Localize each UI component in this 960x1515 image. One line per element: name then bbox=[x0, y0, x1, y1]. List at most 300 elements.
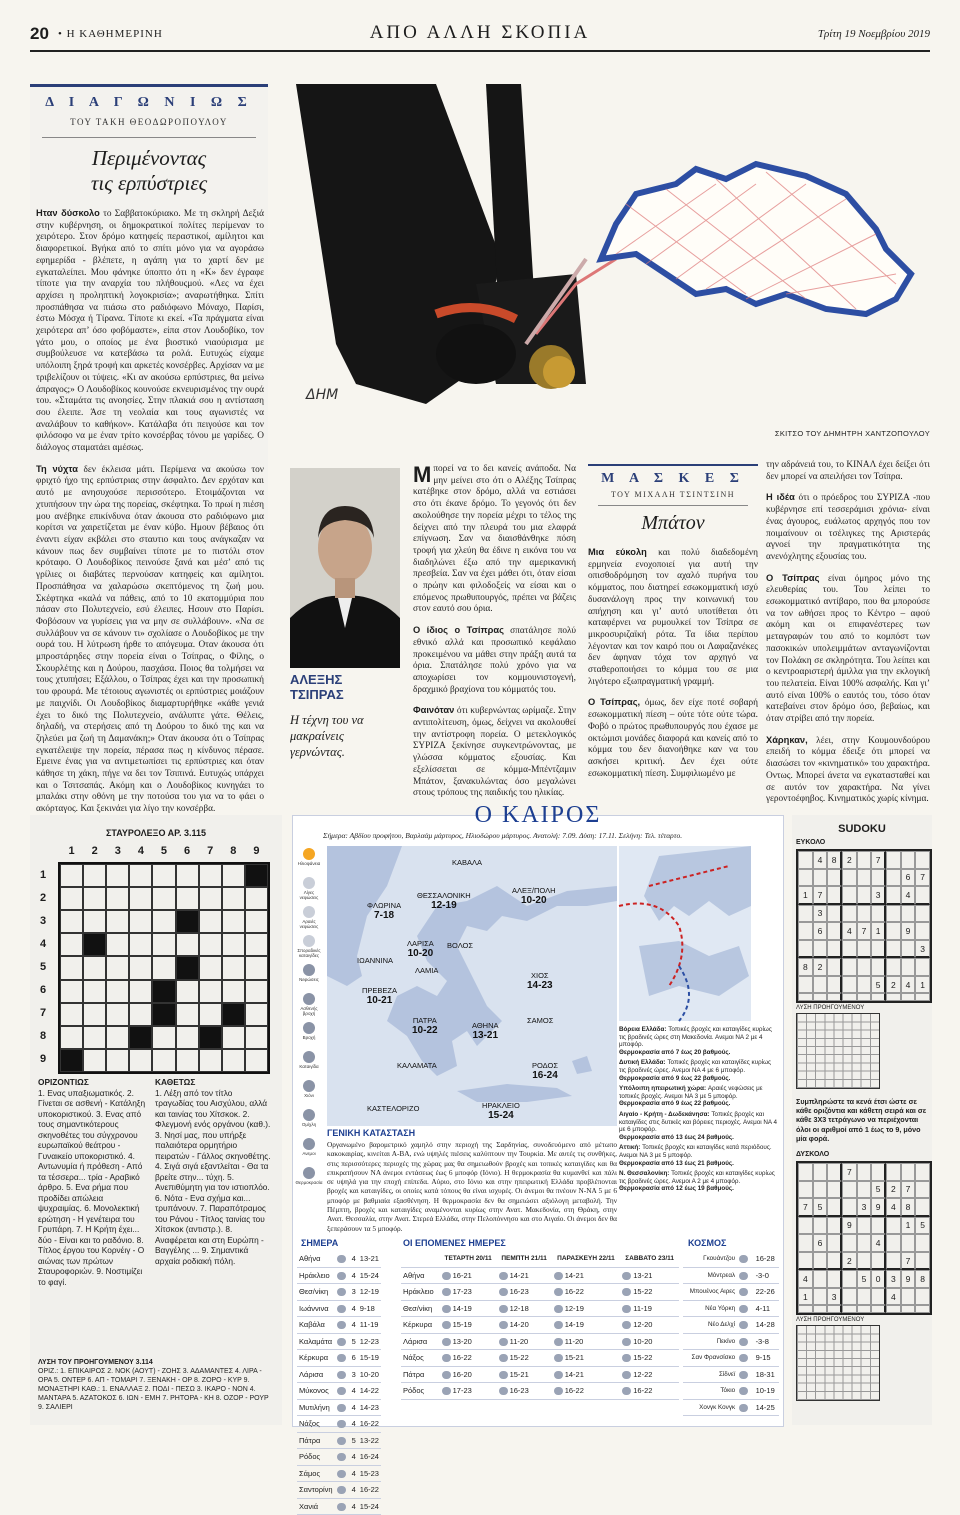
sudoku-cell[interactable] bbox=[827, 976, 842, 994]
crossword-cell[interactable] bbox=[222, 1049, 245, 1072]
sudoku-prev-grid-2 bbox=[796, 1325, 880, 1401]
sudoku-cell[interactable] bbox=[798, 869, 813, 887]
sudoku-cell[interactable] bbox=[798, 1305, 813, 1313]
crossword-cell[interactable] bbox=[222, 933, 245, 956]
temp-range: 16-22 bbox=[452, 1353, 472, 1363]
sudoku-cell[interactable] bbox=[798, 1163, 813, 1181]
sudoku-cell[interactable] bbox=[827, 1305, 842, 1313]
crossword-cell[interactable] bbox=[83, 980, 106, 1003]
sudoku-cell[interactable]: 3 bbox=[886, 1270, 901, 1288]
general-title: ΓΕΝΙΚΗ ΚΑΤΑΣΤΑΣΗ bbox=[327, 1128, 416, 1138]
sudoku-cell[interactable] bbox=[901, 1305, 916, 1313]
sudoku-cell[interactable]: 3 bbox=[857, 1198, 872, 1217]
crossword-cell[interactable] bbox=[129, 910, 152, 933]
crossword-cell[interactable] bbox=[152, 980, 175, 1003]
crossword-cell[interactable] bbox=[245, 956, 268, 979]
sudoku-cell[interactable] bbox=[871, 993, 886, 1001]
sudoku-cell[interactable] bbox=[827, 1198, 842, 1217]
sudoku-cell[interactable] bbox=[871, 940, 886, 959]
crossword-cell[interactable] bbox=[106, 1026, 129, 1049]
crossword-cell[interactable] bbox=[106, 887, 129, 910]
sudoku-cell[interactable]: 7 bbox=[901, 1181, 916, 1199]
sudoku-cell[interactable] bbox=[901, 958, 916, 976]
sudoku-cell[interactable] bbox=[886, 1217, 901, 1235]
sudoku-cell[interactable] bbox=[798, 851, 813, 869]
today-icon bbox=[335, 1350, 350, 1367]
sudoku-cell[interactable] bbox=[798, 993, 813, 1001]
crossword-cell[interactable] bbox=[222, 864, 245, 887]
sudoku-cell[interactable] bbox=[915, 922, 930, 940]
crossword-cell[interactable] bbox=[222, 887, 245, 910]
sudoku-cell[interactable] bbox=[813, 1252, 828, 1271]
crossword-cell[interactable] bbox=[129, 980, 152, 1003]
legend-item bbox=[295, 1167, 323, 1194]
sudoku-cell[interactable] bbox=[915, 1252, 930, 1271]
sudoku-cell[interactable] bbox=[798, 1181, 813, 1199]
crossword-cell[interactable] bbox=[106, 1003, 129, 1026]
sudoku-cell[interactable]: 5 bbox=[871, 1181, 886, 1199]
legend-item bbox=[295, 1138, 323, 1165]
crossword-cell[interactable] bbox=[106, 910, 129, 933]
crossword-cell[interactable] bbox=[83, 1049, 106, 1072]
crossword-cell[interactable] bbox=[199, 910, 222, 933]
sudoku-cell[interactable]: 4 bbox=[842, 922, 857, 940]
sudoku-cell[interactable]: 1 bbox=[915, 976, 930, 994]
weather-icon bbox=[739, 1272, 748, 1280]
sudoku-cell[interactable] bbox=[901, 1288, 916, 1306]
crossword-cell[interactable] bbox=[129, 933, 152, 956]
crossword-cell[interactable] bbox=[129, 887, 152, 910]
world-icon bbox=[737, 1300, 753, 1317]
crossword-cell[interactable] bbox=[245, 1049, 268, 1072]
sudoku-cell[interactable] bbox=[798, 905, 813, 923]
sudoku-cell[interactable]: 8 bbox=[901, 1198, 916, 1217]
crossword-cell[interactable] bbox=[222, 910, 245, 933]
crossword-cell[interactable] bbox=[245, 864, 268, 887]
sudoku-cell[interactable]: 2 bbox=[842, 1252, 857, 1271]
sudoku-cell[interactable]: 3 bbox=[827, 1288, 842, 1306]
world-icon bbox=[737, 1251, 753, 1267]
crossword-cell[interactable] bbox=[83, 1026, 106, 1049]
sudoku-cell[interactable] bbox=[827, 886, 842, 905]
world-icon bbox=[737, 1317, 753, 1334]
sudoku-cell[interactable] bbox=[842, 1198, 857, 1217]
sudoku-cell[interactable] bbox=[842, 976, 857, 994]
crossword-cell[interactable] bbox=[129, 1049, 152, 1072]
crossword-cell[interactable] bbox=[152, 956, 175, 979]
sudoku-cell[interactable] bbox=[813, 869, 828, 887]
crossword-cell[interactable] bbox=[176, 1049, 199, 1072]
crossword-cell[interactable] bbox=[199, 1026, 222, 1049]
crossword-cell[interactable] bbox=[176, 980, 199, 1003]
crossword-cell[interactable] bbox=[60, 933, 83, 956]
sudoku-cell[interactable]: 7 bbox=[813, 886, 828, 905]
sudoku-cell[interactable] bbox=[827, 993, 842, 1001]
city-name: Καβάλα bbox=[297, 1317, 335, 1334]
crossword-cell[interactable] bbox=[83, 887, 106, 910]
crossword-cell[interactable] bbox=[83, 864, 106, 887]
crossword-cell[interactable] bbox=[245, 933, 268, 956]
map-city-name: ΘΕΣΣΑΛΟΝΙΚΗ bbox=[417, 891, 471, 900]
crossword-cell[interactable] bbox=[176, 887, 199, 910]
sudoku-cell[interactable]: 7 bbox=[915, 869, 930, 887]
sudoku-cell[interactable] bbox=[813, 1163, 828, 1181]
issue-date: Τρίτη 19 Νοεμβρίου 2019 bbox=[817, 28, 930, 40]
crossword-cell[interactable] bbox=[176, 864, 199, 887]
sudoku-cell[interactable]: 2 bbox=[842, 851, 857, 869]
legend-label: Θερμοκρασία bbox=[295, 1180, 323, 1185]
temp-range: 12-23 bbox=[358, 1333, 381, 1350]
crossword-cell[interactable] bbox=[83, 956, 106, 979]
crossword-cell[interactable] bbox=[60, 980, 83, 1003]
sudoku-cell[interactable] bbox=[915, 1234, 930, 1252]
sudoku-cell[interactable]: 4 bbox=[886, 1198, 901, 1217]
sudoku-cell[interactable] bbox=[915, 1198, 930, 1217]
crossword-cell[interactable] bbox=[176, 933, 199, 956]
next-days-row bbox=[401, 1333, 679, 1350]
sudoku-cell[interactable] bbox=[886, 940, 901, 959]
sudoku-cell[interactable] bbox=[813, 976, 828, 994]
sudoku-cell[interactable] bbox=[871, 1305, 886, 1313]
sudoku-cell[interactable] bbox=[886, 905, 901, 923]
crossword-cell[interactable] bbox=[60, 887, 83, 910]
sudoku-cell[interactable] bbox=[857, 976, 872, 994]
sudoku-cell[interactable]: 2 bbox=[886, 976, 901, 994]
sudoku-cell[interactable] bbox=[827, 958, 842, 976]
legend-label: Ηλιοφάνεια bbox=[297, 861, 321, 866]
crossword-cell[interactable] bbox=[245, 910, 268, 933]
sudoku-cell[interactable] bbox=[886, 1163, 901, 1181]
wind-force: 5 bbox=[350, 1333, 358, 1350]
sudoku-cell[interactable] bbox=[857, 1288, 872, 1306]
crossword-cell[interactable] bbox=[60, 864, 83, 887]
sudoku-cell[interactable]: 4 bbox=[798, 1270, 813, 1288]
section-title: ΑΠΟ ΑΛΛΗ ΣΚΟΠΙΑ bbox=[369, 22, 591, 43]
next-days-row bbox=[401, 1350, 679, 1367]
sudoku-cell[interactable] bbox=[857, 1234, 872, 1252]
sudoku-cell[interactable] bbox=[915, 1163, 930, 1181]
sudoku-cell[interactable] bbox=[886, 922, 901, 940]
city-name: Πάτρα bbox=[297, 1432, 335, 1449]
crossword-cell[interactable] bbox=[199, 933, 222, 956]
sudoku-cell[interactable] bbox=[857, 940, 872, 959]
crossword-cell[interactable] bbox=[129, 956, 152, 979]
sudoku-cell[interactable] bbox=[842, 1270, 857, 1288]
sudoku-cell[interactable] bbox=[857, 1163, 872, 1181]
temp-range: 12-19 bbox=[358, 1284, 381, 1301]
sudoku-hard-grid[interactable] bbox=[796, 1161, 932, 1315]
crossword-cell[interactable] bbox=[152, 864, 175, 887]
crossword-cell[interactable] bbox=[129, 864, 152, 887]
crossword-cell[interactable] bbox=[152, 933, 175, 956]
map-city bbox=[417, 891, 471, 911]
sudoku-cell[interactable] bbox=[886, 1252, 901, 1271]
sudoku-cell[interactable]: 8 bbox=[915, 1270, 930, 1288]
sudoku-cell[interactable] bbox=[915, 851, 930, 869]
today-icon bbox=[335, 1366, 350, 1383]
sudoku-cell[interactable] bbox=[842, 1181, 857, 1199]
sudoku-cell[interactable]: 9 bbox=[842, 1217, 857, 1235]
crossword-cell[interactable] bbox=[199, 980, 222, 1003]
crossword-cell[interactable] bbox=[83, 933, 106, 956]
sudoku-cell[interactable] bbox=[871, 958, 886, 976]
sudoku-cell[interactable] bbox=[842, 993, 857, 1001]
crossword-cell[interactable] bbox=[176, 1026, 199, 1049]
sudoku-cell[interactable] bbox=[857, 1252, 872, 1271]
crossword-cell[interactable] bbox=[60, 956, 83, 979]
sudoku-cell[interactable] bbox=[901, 851, 916, 869]
sudoku-cell[interactable]: 5 bbox=[871, 976, 886, 994]
sudoku-cell[interactable] bbox=[857, 1217, 872, 1235]
sudoku-cell[interactable] bbox=[842, 1234, 857, 1252]
sudoku-cell[interactable]: 5 bbox=[857, 1270, 872, 1288]
sudoku-cell[interactable]: 4 bbox=[813, 851, 828, 869]
sudoku-cell[interactable] bbox=[798, 1234, 813, 1252]
sudoku-cell[interactable] bbox=[842, 869, 857, 887]
sudoku-cell[interactable] bbox=[857, 886, 872, 905]
crossword-cell[interactable] bbox=[176, 1003, 199, 1026]
crossword-cell[interactable] bbox=[60, 1003, 83, 1026]
sudoku-cell[interactable] bbox=[857, 851, 872, 869]
sudoku-cell[interactable]: 3 bbox=[813, 905, 828, 923]
legend-item bbox=[295, 1109, 323, 1136]
sudoku-cell[interactable]: 6 bbox=[813, 1234, 828, 1252]
sudoku-cell[interactable] bbox=[842, 1305, 857, 1313]
crossword-cell[interactable] bbox=[152, 1003, 175, 1026]
sudoku-cell[interactable] bbox=[915, 1305, 930, 1313]
crossword-cell[interactable] bbox=[245, 887, 268, 910]
sudoku-cell[interactable] bbox=[827, 1181, 842, 1199]
crossword-cell[interactable] bbox=[199, 1003, 222, 1026]
sudoku-cell[interactable]: 2 bbox=[813, 958, 828, 976]
crossword-cell[interactable] bbox=[106, 1049, 129, 1072]
maskes-body-2: την αδράνειά του, το ΚΙΝΑΛ έχει δείξει ότι δεν μπορεί να απειλήσει τον Τσίπρα. Η ιδέα ότι ο πρόεδρος του ΣΥΡΙΖΑ -που κυβέρνησε επί τεσσεράμισι χρόνια- είναι ένας άγουρος, ευάλωτος αρχηγός που τον ποιμαίνουν οι τσέλιγκες της Αριστεράς αγνοεί την πραγματικότητα της ανενόχλητης εξουσίας του. Ο Τσίπρας είναι όμηρος μόνο της ελευθερίας του. Του λείπει το εσωκομματικό αντίβαρο, που θα μπορούσε να τον ωθήσει προς το Κέντρο – αφού ακόμη και οι επιφανέστερες των μεταγραφών του από το κομπόστ των πασοκικών υπολειμμάτων ανταγωνίζονται τον Πολάκη σε σκληρότητα. Του λείπει και ο κεντροαριστερή άμιλλα για την εκλογική του πελατεία. Είναι 100% ασφαλής. Και γι’ αυτό είναι 100% ο εαυτός του, τόσο όταν κατεβαίνει στον δρόμο όσο, βεβαίως, και όταν στρίβει από την πορεία. Χάρηκαν, λέει, στην Κουμουνδούρου επειδή το κόμμα έδειξε ότι μπορεί να διασώσει τον «κινηματικό» του χαρακτήρα. Οντως. Μπορεί άνετα να εγκατασταθεί και σε αυτόν τον χαρακτήρα. Να γίνει γεροντοέφηβος. Κινηματικός χωρίς κίνημα. bbox=[766, 460, 930, 805]
sudoku-cell[interactable]: 1 bbox=[798, 1288, 813, 1306]
temp-range: 15-24 bbox=[358, 1267, 381, 1284]
sudoku-cell[interactable] bbox=[842, 958, 857, 976]
temp-range: 15-19 bbox=[452, 1320, 472, 1330]
weather-icon bbox=[442, 1272, 451, 1280]
weather-icon bbox=[442, 1338, 451, 1346]
sudoku-cell[interactable]: 0 bbox=[871, 1270, 886, 1288]
crossword-cell[interactable] bbox=[245, 1026, 268, 1049]
sudoku-cell[interactable] bbox=[886, 869, 901, 887]
sudoku-cell[interactable] bbox=[886, 1234, 901, 1252]
sudoku-cell[interactable]: 8 bbox=[798, 958, 813, 976]
map-city bbox=[412, 1016, 438, 1036]
sudoku-cell[interactable] bbox=[813, 940, 828, 959]
today-row bbox=[297, 1317, 381, 1334]
sudoku-easy-grid[interactable] bbox=[796, 849, 932, 1003]
sudoku-cell[interactable] bbox=[857, 869, 872, 887]
crossword-cell[interactable] bbox=[222, 1003, 245, 1026]
sudoku-cell[interactable] bbox=[871, 905, 886, 923]
sudoku-cell[interactable]: 7 bbox=[842, 1163, 857, 1181]
crossword-cell[interactable] bbox=[152, 887, 175, 910]
sudoku-cell[interactable] bbox=[871, 1163, 886, 1181]
sudoku-cell[interactable] bbox=[886, 886, 901, 905]
sudoku-cell[interactable] bbox=[827, 869, 842, 887]
crossword-cell[interactable] bbox=[199, 887, 222, 910]
sudoku-cell[interactable] bbox=[827, 905, 842, 923]
sudoku-cell[interactable] bbox=[871, 1217, 886, 1235]
crossword-cell[interactable] bbox=[222, 956, 245, 979]
sudoku-cell[interactable] bbox=[871, 1288, 886, 1306]
crossword-title: ΣΤΑΥΡΟΛΕΞΟ ΑΡ. 3.115 bbox=[105, 828, 207, 838]
weather-icon bbox=[739, 1255, 748, 1263]
sudoku-cell[interactable] bbox=[886, 1305, 901, 1313]
sudoku-cell[interactable] bbox=[798, 1217, 813, 1235]
sudoku-cell[interactable] bbox=[798, 940, 813, 959]
sudoku-cell[interactable] bbox=[827, 922, 842, 940]
sudoku-cell[interactable] bbox=[798, 1252, 813, 1271]
sudoku-cell[interactable] bbox=[886, 958, 901, 976]
sudoku-cell[interactable] bbox=[901, 1234, 916, 1252]
sudoku-cell[interactable]: 7 bbox=[871, 851, 886, 869]
sudoku-cell[interactable] bbox=[813, 1305, 828, 1313]
sudoku-cell[interactable]: 6 bbox=[901, 869, 916, 887]
sudoku-cell[interactable] bbox=[901, 993, 916, 1001]
sudoku-cell[interactable] bbox=[857, 993, 872, 1001]
city-name: Μυτιλήνη bbox=[297, 1399, 335, 1416]
crossword-cell[interactable] bbox=[83, 1003, 106, 1026]
crossword-cell[interactable] bbox=[176, 956, 199, 979]
sudoku-cell[interactable] bbox=[827, 1234, 842, 1252]
sudoku-cell[interactable] bbox=[915, 905, 930, 923]
sudoku-cell[interactable]: 1 bbox=[798, 886, 813, 905]
sudoku-cell[interactable] bbox=[842, 905, 857, 923]
sudoku-cell[interactable]: 7 bbox=[857, 922, 872, 940]
sudoku-cell[interactable] bbox=[842, 886, 857, 905]
crossword-cell[interactable] bbox=[129, 1026, 152, 1049]
sudoku-cell[interactable] bbox=[827, 1217, 842, 1235]
sudoku-cell[interactable] bbox=[915, 1288, 930, 1306]
sudoku-cell[interactable]: 3 bbox=[915, 940, 930, 959]
sudoku-cell[interactable] bbox=[871, 1252, 886, 1271]
sudoku-cell[interactable]: 6 bbox=[813, 922, 828, 940]
temp-range: 13-22 bbox=[358, 1432, 381, 1449]
paper-name: • Η ΚΑΘΗΜΕΡΙΝΗ bbox=[58, 28, 163, 40]
sudoku-cell[interactable] bbox=[857, 1305, 872, 1313]
sudoku-cell[interactable] bbox=[813, 1217, 828, 1235]
sudoku-cell[interactable] bbox=[827, 940, 842, 959]
temp-range: 16-22 bbox=[564, 1386, 584, 1396]
weather-icon bbox=[622, 1272, 631, 1280]
crossword-solution: ΛΥΣΗ ΤΟΥ ΠΡΟΗΓΟΥΜΕΝΟΥ 3.114 ΟΡΙΖ.: 1. ΕΠΙΚΑΙΡΟΣ 2. ΝΟΚ (ΑΟΥΤ) - ΖΟΗΣ 3. ΑΔΑΜΑΝΤΕΣ 4. ΛΙΡΑ - ΟΡΑ 5. ΟΝΤΕΡ 6. ΑΠ - ΤΟΜΑΡΙ 7. ΞΕΝΑΚΗ - ΟΡ 8. ΖΟΡΟ - ΚΥΡ 9. ΜΟΝΑΞΤΗΡΙ ΚΑΘ.: 1. ΕΝΑΛΛΑΞ 2. ΠΟΔΙ - ΠΕΣΩ 3. ΙΚΑΡΟ - ΝΟΝ 4. ΜΑΝΤΑΡΑ 5. ΑΖΑΤΟΚΟΣ 6. ΙΩΝ - ΕΜΗ 7. ΡΗΤΟΡΑ - ΚΗ 8. ΟΖΟΡ - ΡΟΥΡ 9. ΣΑΛΙΕΡΙ bbox=[38, 1359, 269, 1411]
legend-item bbox=[295, 1051, 323, 1078]
day-forecast bbox=[620, 1350, 679, 1367]
sudoku-cell[interactable] bbox=[915, 958, 930, 976]
crossword-cell[interactable] bbox=[199, 864, 222, 887]
sudoku-cell[interactable] bbox=[813, 1270, 828, 1288]
sudoku-cell[interactable]: 4 bbox=[871, 1234, 886, 1252]
sudoku-cell[interactable]: 1 bbox=[901, 1217, 916, 1235]
sudoku-cell[interactable]: 1 bbox=[871, 922, 886, 940]
sudoku-cell[interactable] bbox=[813, 993, 828, 1001]
sudoku-cell[interactable]: 7 bbox=[798, 1198, 813, 1217]
sudoku-cell[interactable] bbox=[857, 905, 872, 923]
temp-range: 14-25 bbox=[754, 1399, 779, 1416]
sudoku-cell[interactable] bbox=[915, 1181, 930, 1199]
sudoku-cell[interactable] bbox=[842, 1288, 857, 1306]
region-text: Τοπικές βροχές και καταιγίδες κατά περιόδους. Ανεμοι ΝΑ 3 με 5 μποφόρ. bbox=[619, 1144, 772, 1159]
sudoku-cell[interactable]: 3 bbox=[871, 886, 886, 905]
crossword-cell[interactable] bbox=[176, 910, 199, 933]
sudoku-cell[interactable] bbox=[886, 851, 901, 869]
sudoku-cell[interactable] bbox=[827, 1163, 842, 1181]
map-city-temp: 16-24 bbox=[532, 1070, 558, 1081]
sudoku-cell[interactable]: 9 bbox=[901, 922, 916, 940]
sudoku-cell[interactable] bbox=[798, 922, 813, 940]
sudoku-cell[interactable] bbox=[813, 1288, 828, 1306]
sudoku-cell[interactable] bbox=[901, 940, 916, 959]
sudoku-cell[interactable] bbox=[871, 869, 886, 887]
sudoku-cell[interactable]: 4 bbox=[901, 886, 916, 905]
weather-icon bbox=[622, 1305, 631, 1313]
crossword-cell[interactable] bbox=[60, 1026, 83, 1049]
crossword-grid[interactable] bbox=[58, 862, 270, 1074]
crossword-cell[interactable] bbox=[222, 980, 245, 1003]
sudoku-cell[interactable] bbox=[857, 958, 872, 976]
crossword-cell[interactable] bbox=[199, 1049, 222, 1072]
sudoku-cell[interactable]: 5 bbox=[813, 1198, 828, 1217]
crossword-cell[interactable] bbox=[106, 980, 129, 1003]
crossword-cell[interactable] bbox=[106, 933, 129, 956]
sudoku-cell[interactable]: 9 bbox=[871, 1198, 886, 1217]
crossword-cell[interactable] bbox=[152, 1026, 175, 1049]
sudoku-cell[interactable] bbox=[901, 905, 916, 923]
sudoku-cell[interactable] bbox=[857, 1181, 872, 1199]
header-rule bbox=[30, 50, 930, 52]
crossword-cell[interactable] bbox=[129, 1003, 152, 1026]
sudoku-cell[interactable] bbox=[813, 1181, 828, 1199]
crossword-cell[interactable] bbox=[152, 910, 175, 933]
sudoku-cell[interactable]: 9 bbox=[901, 1270, 916, 1288]
sudoku-cell[interactable] bbox=[842, 940, 857, 959]
sudoku-cell[interactable] bbox=[798, 976, 813, 994]
crossword-cell[interactable] bbox=[152, 1049, 175, 1072]
crossword-cell[interactable] bbox=[106, 956, 129, 979]
temp-range: 15-22 bbox=[633, 1353, 653, 1363]
crossword-cell[interactable] bbox=[222, 1026, 245, 1049]
sudoku-cell[interactable] bbox=[827, 1270, 842, 1288]
sudoku-cell[interactable]: 7 bbox=[901, 1252, 916, 1271]
today-icon bbox=[335, 1383, 350, 1400]
sudoku-cell[interactable]: 8 bbox=[827, 851, 842, 869]
sudoku-cell[interactable] bbox=[886, 993, 901, 1001]
crossword-cell[interactable] bbox=[60, 1049, 83, 1072]
sudoku-cell[interactable]: 4 bbox=[901, 976, 916, 994]
crossword-cell[interactable] bbox=[106, 864, 129, 887]
sudoku-cell[interactable] bbox=[827, 1252, 842, 1271]
sudoku-cell[interactable] bbox=[915, 886, 930, 905]
today-row bbox=[297, 1432, 381, 1449]
sudoku-cell[interactable] bbox=[915, 993, 930, 1001]
crossword-cell[interactable] bbox=[245, 1003, 268, 1026]
temp-range: 16-23 bbox=[509, 1386, 529, 1396]
legend-item bbox=[295, 1022, 323, 1049]
crossword-cell[interactable] bbox=[83, 910, 106, 933]
sudoku-cell[interactable]: 2 bbox=[886, 1181, 901, 1199]
sudoku-cell[interactable]: 5 bbox=[915, 1217, 930, 1235]
crossword-cell[interactable] bbox=[199, 956, 222, 979]
crossword-cell[interactable] bbox=[245, 980, 268, 1003]
crossword-cell[interactable] bbox=[60, 910, 83, 933]
region-forecast bbox=[619, 1144, 779, 1167]
sudoku-cell[interactable]: 4 bbox=[886, 1288, 901, 1306]
weather-icon bbox=[442, 1387, 451, 1395]
sudoku-cell[interactable] bbox=[901, 1163, 916, 1181]
